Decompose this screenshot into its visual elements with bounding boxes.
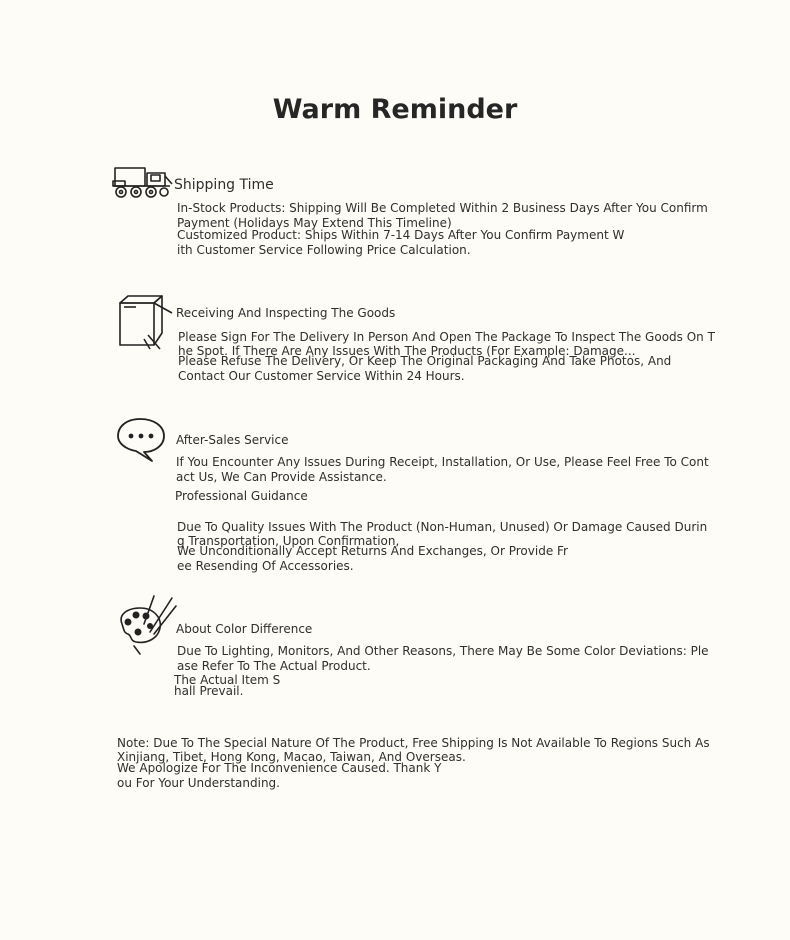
color-line-3: The Actual Item S xyxy=(174,673,281,687)
shipping-line-3: Customized Product: Ships Within 7-14 Days After You Confirm Payment W xyxy=(177,228,625,242)
note-line-4: ou For Your Understanding. xyxy=(117,776,280,790)
section-heading-shipping: Shipping Time xyxy=(174,177,274,193)
truck-icon xyxy=(110,164,176,204)
section-heading-color: About Color Difference xyxy=(176,622,313,636)
aftersales-guidance-line-4: ee Resending Of Accessories. xyxy=(177,559,354,573)
speech-bubble-icon xyxy=(116,416,168,464)
note-line-2: Xinjiang, Tibet, Hong Kong, Macao, Taiwan, And Overseas. xyxy=(117,750,466,764)
note-line-1: Note: Due To The Special Nature Of The Product, Free Shipping Is Not Available To Regions Such As xyxy=(117,736,710,750)
color-line-1: Due To Lighting, Monitors, And Other Reasons, There May Be Some Color Deviations: Ple xyxy=(177,644,709,658)
subheading-professional-guidance: Professional Guidance xyxy=(175,489,308,503)
receiving-line-2: he Spot. If There Are Any Issues With The Products (For Example: Damage... xyxy=(178,344,636,358)
aftersales-line-1: If You Encounter Any Issues During Receipt, Installation, Or Use, Please Feel Free To Cont xyxy=(176,455,709,469)
section-heading-receiving: Receiving And Inspecting The Goods xyxy=(176,306,396,320)
aftersales-guidance-line-1: Due To Quality Issues With The Product (Non-Human, Unused) Or Damage Caused Durin xyxy=(177,520,708,534)
paint-palette-icon xyxy=(114,594,178,656)
receiving-line-3: Please Refuse The Delivery, Or Keep The Original Packaging And Take Photos, And xyxy=(178,354,672,368)
receiving-line-1: Please Sign For The Delivery In Person And Open The Package To Inspect The Goods On T xyxy=(178,330,715,344)
package-box-icon xyxy=(114,293,176,351)
section-heading-aftersales: After-Sales Service xyxy=(176,433,289,447)
shipping-line-4: ith Customer Service Following Price Calculation. xyxy=(177,243,471,257)
color-line-4: hall Prevail. xyxy=(174,684,244,698)
shipping-line-1: In-Stock Products: Shipping Will Be Completed Within 2 Business Days After You Confirm xyxy=(177,201,708,215)
color-line-2: ase Refer To The Actual Product. xyxy=(177,659,371,673)
aftersales-guidance-line-2: g Transportation, Upon Confirmation, xyxy=(177,534,400,548)
receiving-line-4: Contact Our Customer Service Within 24 Hours. xyxy=(178,369,465,383)
note-line-3: We Apologize For The Inconvenience Caused. Thank Y xyxy=(117,761,442,775)
aftersales-line-2: act Us, We Can Provide Assistance. xyxy=(176,470,387,484)
aftersales-guidance-line-3: We Unconditionally Accept Returns And Exchanges, Or Provide Fr xyxy=(177,544,568,558)
page-title: Warm Reminder xyxy=(272,94,518,125)
shipping-line-2: Payment (Holidays May Extend This Timeline) xyxy=(177,216,452,230)
